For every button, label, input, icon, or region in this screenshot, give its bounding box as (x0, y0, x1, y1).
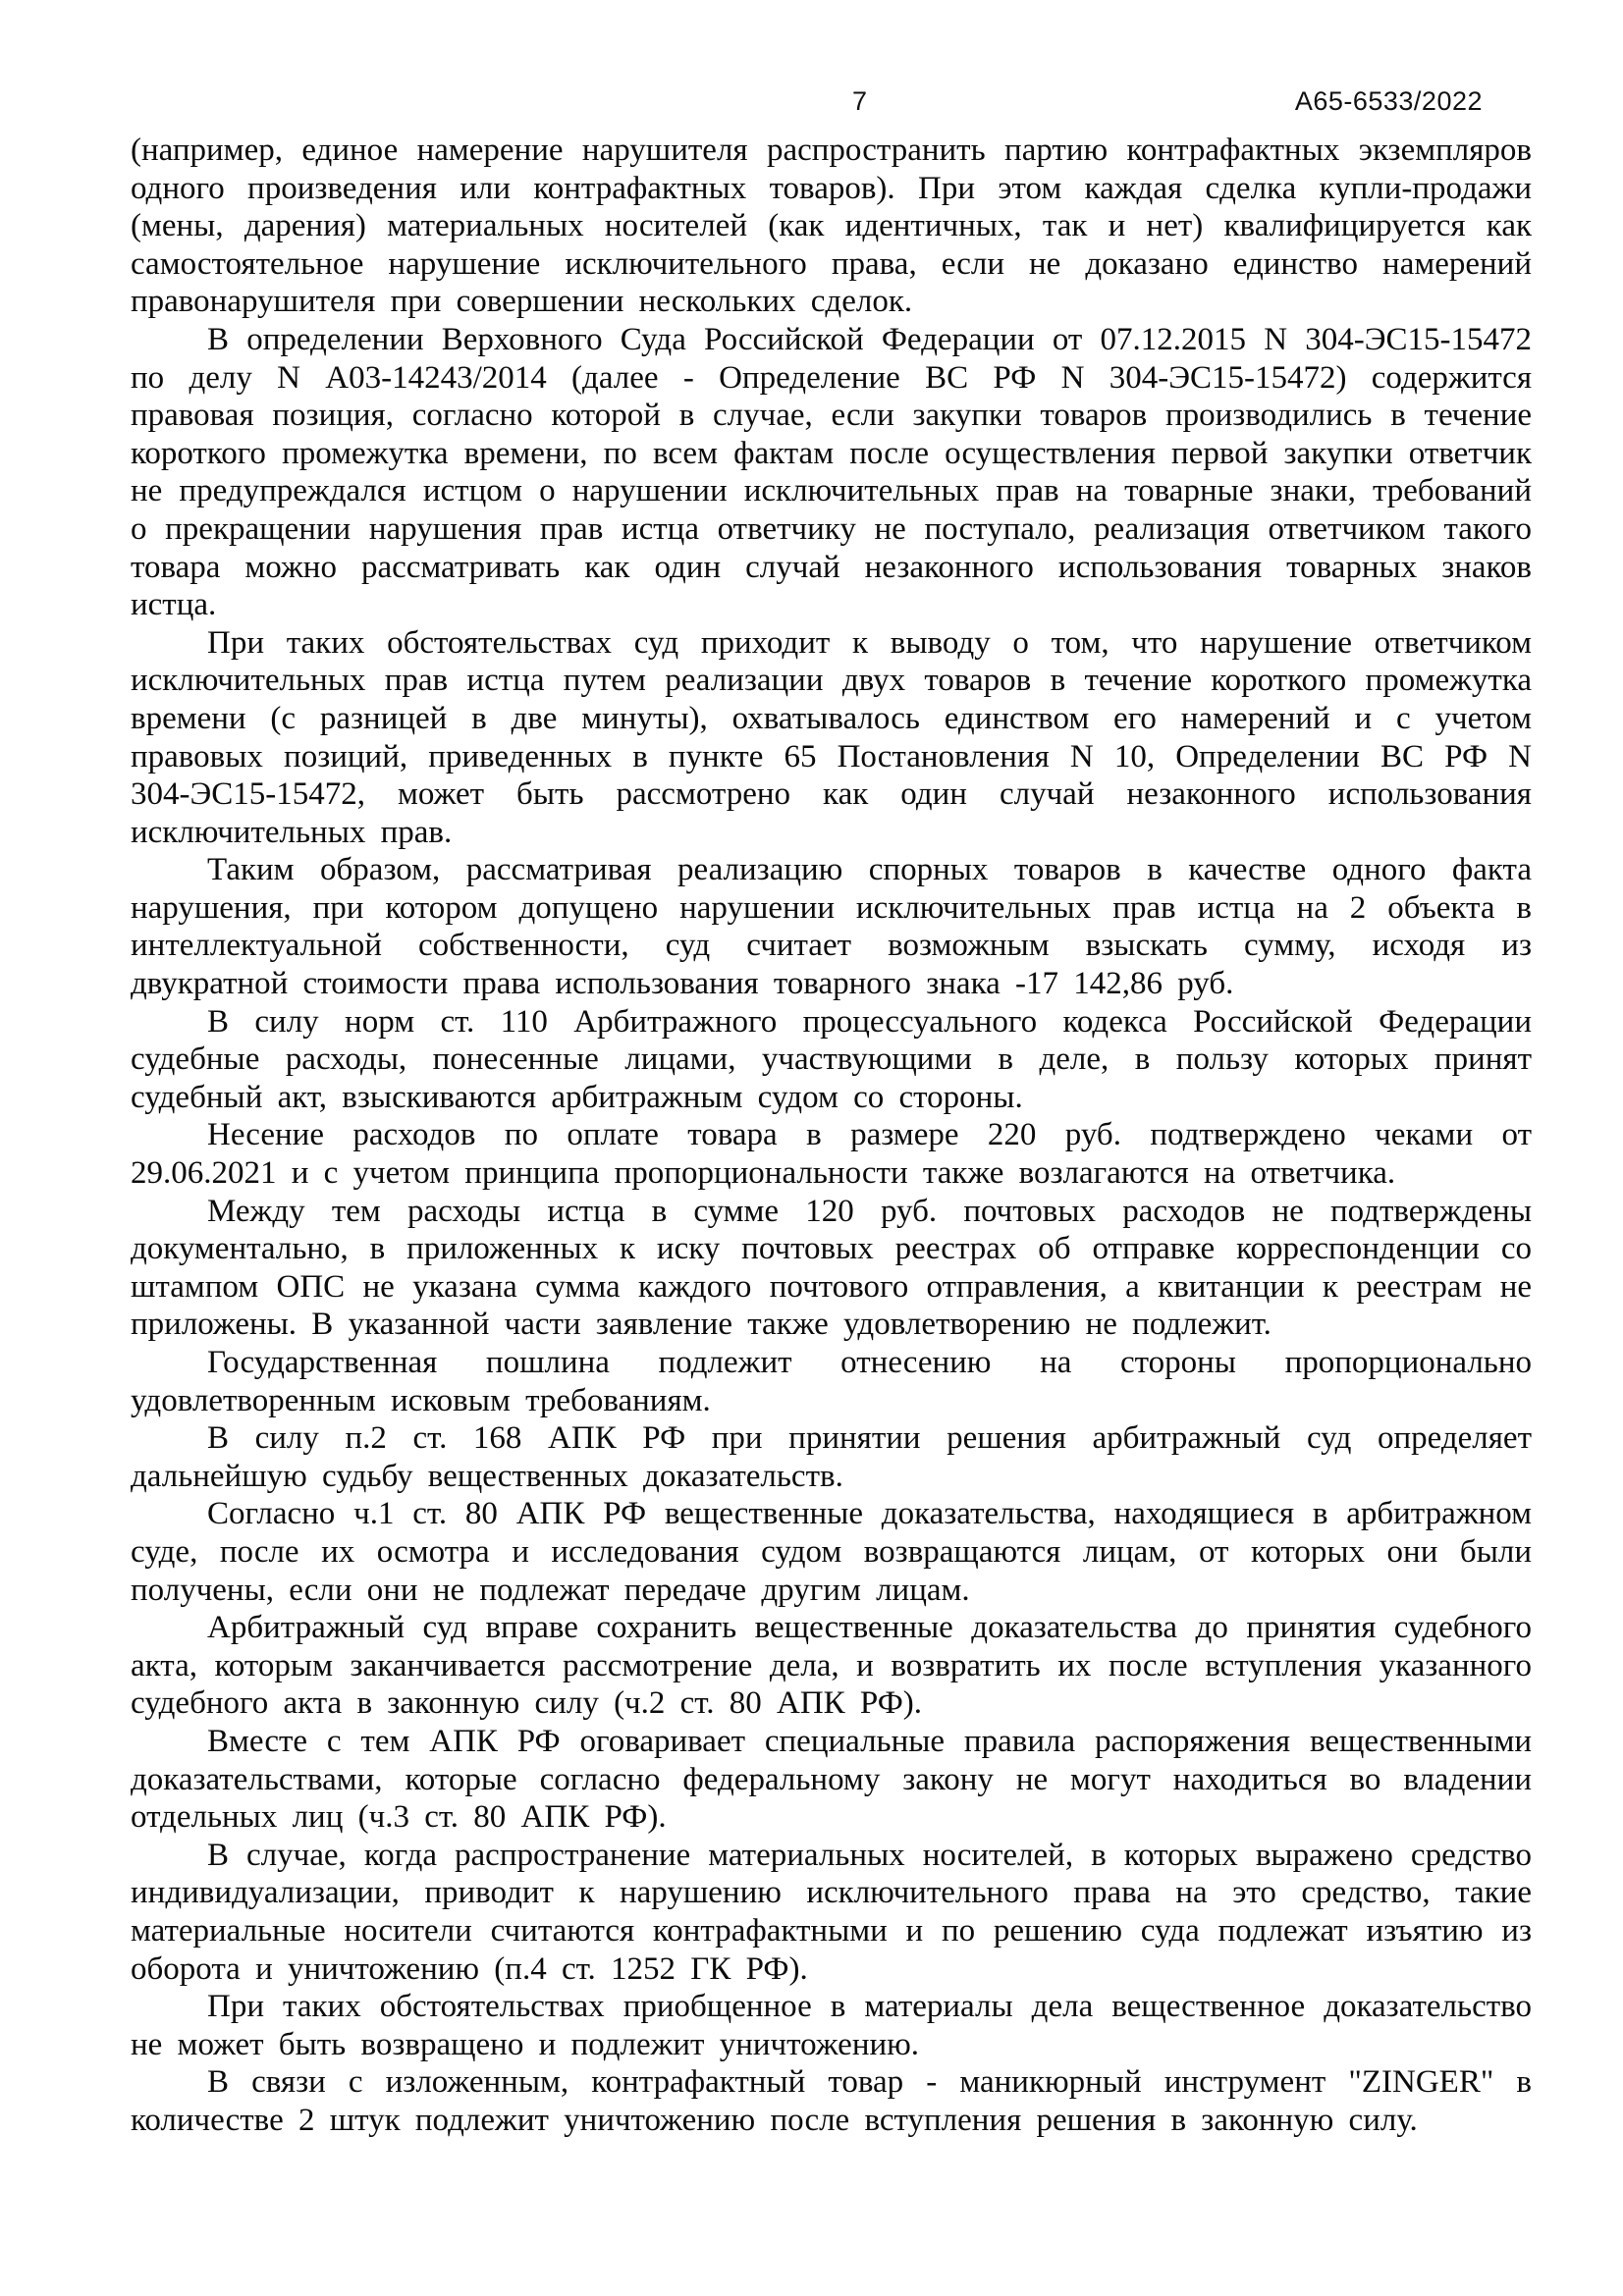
page-header (131, 86, 1532, 120)
page-number: 7 (852, 86, 868, 116)
paragraph: Согласно ч.1 ст. 80 АПК РФ вещественные доказательства, находящиеся в арбитражном суде, после их осмотра и исследования судом возвращаются лицам, от которых они были получены, если они не подлежат передаче другим лицам. (131, 1496, 1532, 1608)
paragraph: В случае, когда распространение материальных носителей, в которых выражено средство индивидуализации, приводит к нарушению исключительного права на это средство, такие материальные носители считаются контрафактными и по решению суда подлежат изъятию из оборота и уничтожению (п.4 ст. 1252 ГК РФ). (131, 1837, 1532, 1987)
paragraph: При таких обстоятельствах суд приходит к выводу о том, что нарушение ответчиком исключительных прав истца путем реализации двух товаров в течение короткого промежутка времени (с разницей в две минуты), охватывалось единством его намерений и с учетом правовых позиций, приведенных в пункте 65 Постановления N 10, Определении ВС РФ N 304-ЭС15-15472, может быть рассмотрено как один случай незаконного использования исключительных прав. (131, 624, 1532, 850)
document-body (131, 132, 1532, 2139)
paragraph: Таким образом, рассматривая реализацию спорных товаров в качестве одного факта нарушения, при котором допущено нарушении исключительных прав истца на 2 объекта в интеллектуальной собственности, суд считает возможным взыскать сумму, исходя из двукратной стоимости права использования товарного знака -17 142,86 руб. (131, 852, 1532, 1002)
paragraph: Несение расходов по оплате товара в размере 220 руб. подтверждено чеками от 29.06.2021 и с учетом принципа пропорциональности также возлагаются на ответчика. (131, 1117, 1532, 1192)
paragraph: В связи с изложенным, контрафактный товар - маникюрный инструмент "ZINGER" в количестве 2 штук подлежит уничтожению после вступления решения в законную силу. (131, 2064, 1532, 2138)
paragraph: Государственная пошлина подлежит отнесению на стороны пропорционально удовлетворенным исковым требованиям. (131, 1345, 1532, 1418)
paragraph: Между тем расходы истца в сумме 120 руб. почтовых расходов не подтверждены документально, в приложенных к иску почтовых реестрах об отправке корреспонденции со штампом ОПС не указана сумма каждого почтового отправления, а квитанции к реестрам не приложены. В указанной части заявление также удовлетворению не подлежит. (131, 1193, 1532, 1343)
paragraph: В определении Верховного Суда Российской Федерации от 07.12.2015 N 304-ЭС15-15472 по делу N А03-14243/2014 (далее - Определение ВС РФ N 304-ЭС15-15472) содержится правовая позиция, согласно которой в случае, если закупки товаров производились в течение короткого промежутка времени, по всем фактам после осуществления первой закупки ответчик не предупреждался истцом о нарушении исключительных прав на товарные знаки, требований о прекращении нарушения прав истца ответчику не поступало, реализация ответчиком такого товара можно рассматривать как один случай незаконного использования товарных знаков истца. (131, 321, 1532, 623)
paragraph: В силу п.2 ст. 168 АПК РФ при принятии решения арбитражный суд определяет дальнейшую судьбу вещественных доказательств. (131, 1420, 1532, 1494)
paragraph: Вместе с тем АПК РФ оговаривает специальные правила распоряжения вещественными доказательствами, которые согласно федеральному закону не могут находиться во владении отдельных лиц (ч.3 ст. 80 АПК РФ). (131, 1723, 1532, 1836)
paragraph: (например, единое намерение нарушителя распространить партию контрафактных экземпляров одного произведения или контрафактных товаров). При этом каждая сделка купли-продажи (мены, дарения) материальных носителей (как идентичных, так и нет) квалифицируется как самостоятельное нарушение исключительного права, если не доказано единство намерений правонарушителя при совершении нескольких сделок. (131, 133, 1532, 320)
case-number: А65-6533/2022 (1294, 86, 1483, 116)
paragraph: При таких обстоятельствах приобщенное в материалы дела вещественное доказательство не может быть возвращено и подлежит уничтожению. (131, 1989, 1532, 2062)
paragraph: В силу норм ст. 110 Арбитражного процессуального кодекса Российской Федерации судебные расходы, понесенные лицами, участвующими в деле, в пользу которых принят судебный акт, взыскиваются арбитражным судом со стороны. (131, 1003, 1532, 1115)
paragraph: Арбитражный суд вправе сохранить вещественные доказательства до принятия судебного акта, которым заканчивается рассмотрение дела, и возвратить их после вступления указанного судебного акта в законную силу (ч.2 ст. 80 АПК РФ). (131, 1610, 1532, 1722)
